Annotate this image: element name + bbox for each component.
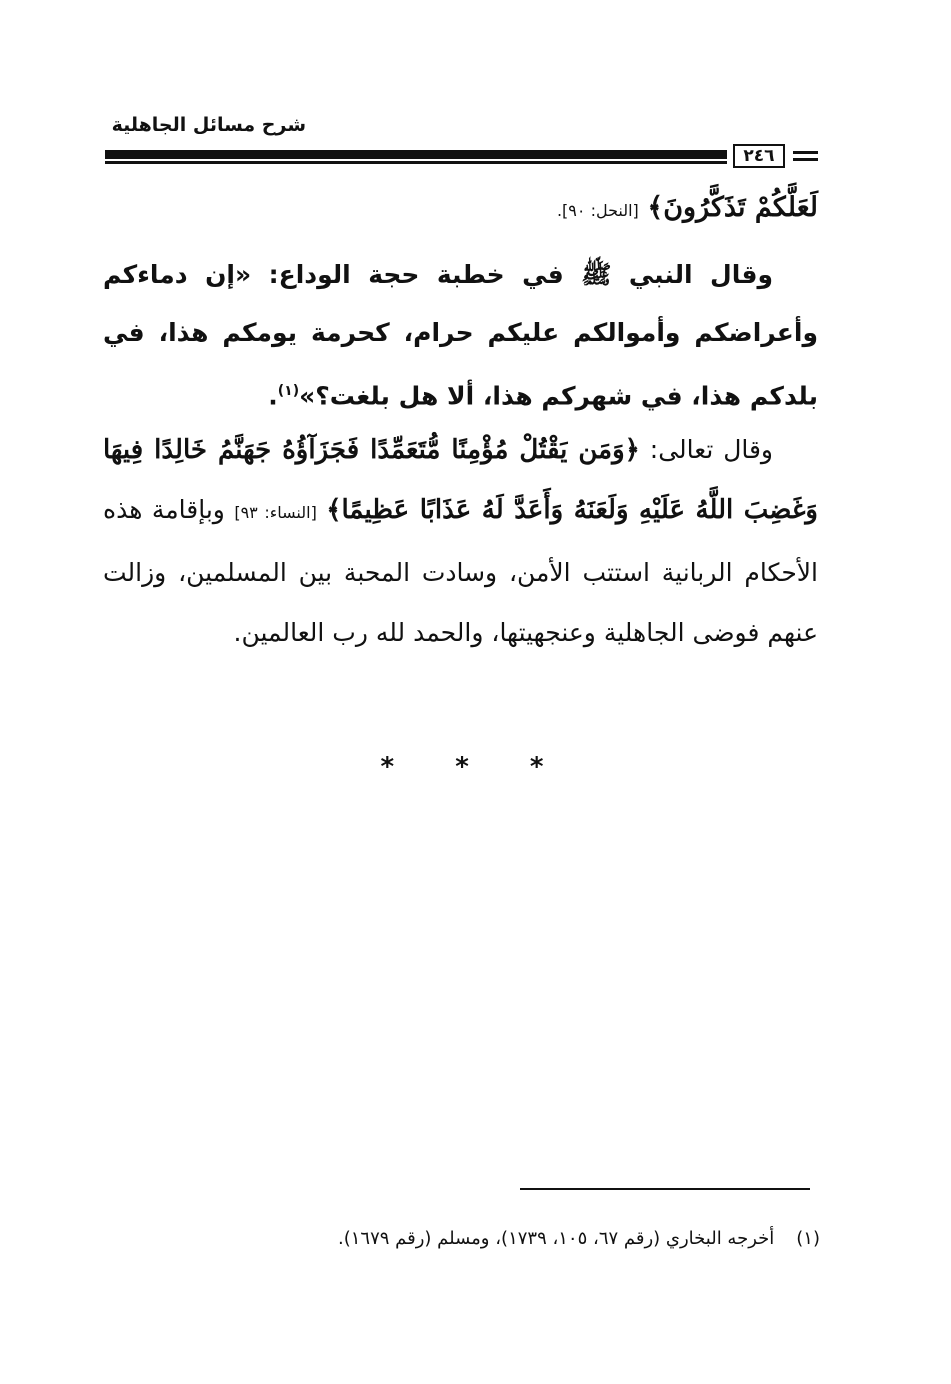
section-separator: * * *: [380, 752, 570, 782]
quran-verse-ending: [103, 180, 818, 239]
hadith-text: وقال النبي ﷺ في خطبة حجة الوداع: «إن دماءكم وأعراضكم وأموالكم عليكم حرام، كحرمة يومكم هذا، في بلدكم هذا، في شهركم هذا، ألا هل بلغت؟»: [103, 260, 818, 411]
footnote: [170, 1228, 820, 1249]
quran-reference: [النحل: ٩٠].: [556, 201, 639, 220]
hadith-end: .: [268, 381, 278, 411]
hadith-paragraph: [103, 246, 818, 425]
footnote-rule: [520, 1188, 810, 1190]
footnote-mark: (١): [796, 1228, 820, 1249]
running-title: شرح مسائل الجاهلية: [111, 114, 306, 136]
page-number: ٢٤٦: [733, 144, 785, 168]
quran-verse-text: لَعَلَّكُمْ تَذَكَّرُونَ﴾: [647, 192, 818, 223]
header-rule-thin: [105, 161, 727, 164]
quran-verse-text: ﴿وَمَن يَقْتُلْ مُؤْمِنًا مُّتَعَمِّدًا فَجَزَآؤُهُ جَهَنَّمُ خَالِدًا فِيهَا وَغَضِبَ اللَّهُ عَلَيْهِ وَلَعَنَهُ وَأَعَدَّ لَهُ عَذَابًا عَظِيمًا﴾: [103, 435, 818, 525]
verse-paragraph: [103, 420, 818, 663]
quran-reference: [النساء: ٩٣]: [234, 503, 317, 522]
header-dash: [793, 158, 818, 161]
verse-intro: وقال تعالى:: [649, 435, 773, 464]
header-rule-thick: [105, 150, 727, 159]
footnote-text: أخرجه البخاري (رقم ٦٧، ١٠٥، ١٧٣٩)، ومسلم (رقم ١٦٧٩).: [338, 1228, 775, 1249]
paragraph-text: وبإقامة هذه الأحكام الربانية استتب الأمن، وسادت المحبة بين المسلمين، وزالت عنهم فوضى الجاهلية وعنجهيتها، والحمد لله رب العالمين.: [103, 495, 818, 647]
header-dash: [793, 151, 818, 154]
footnote-marker: (١): [277, 383, 300, 399]
